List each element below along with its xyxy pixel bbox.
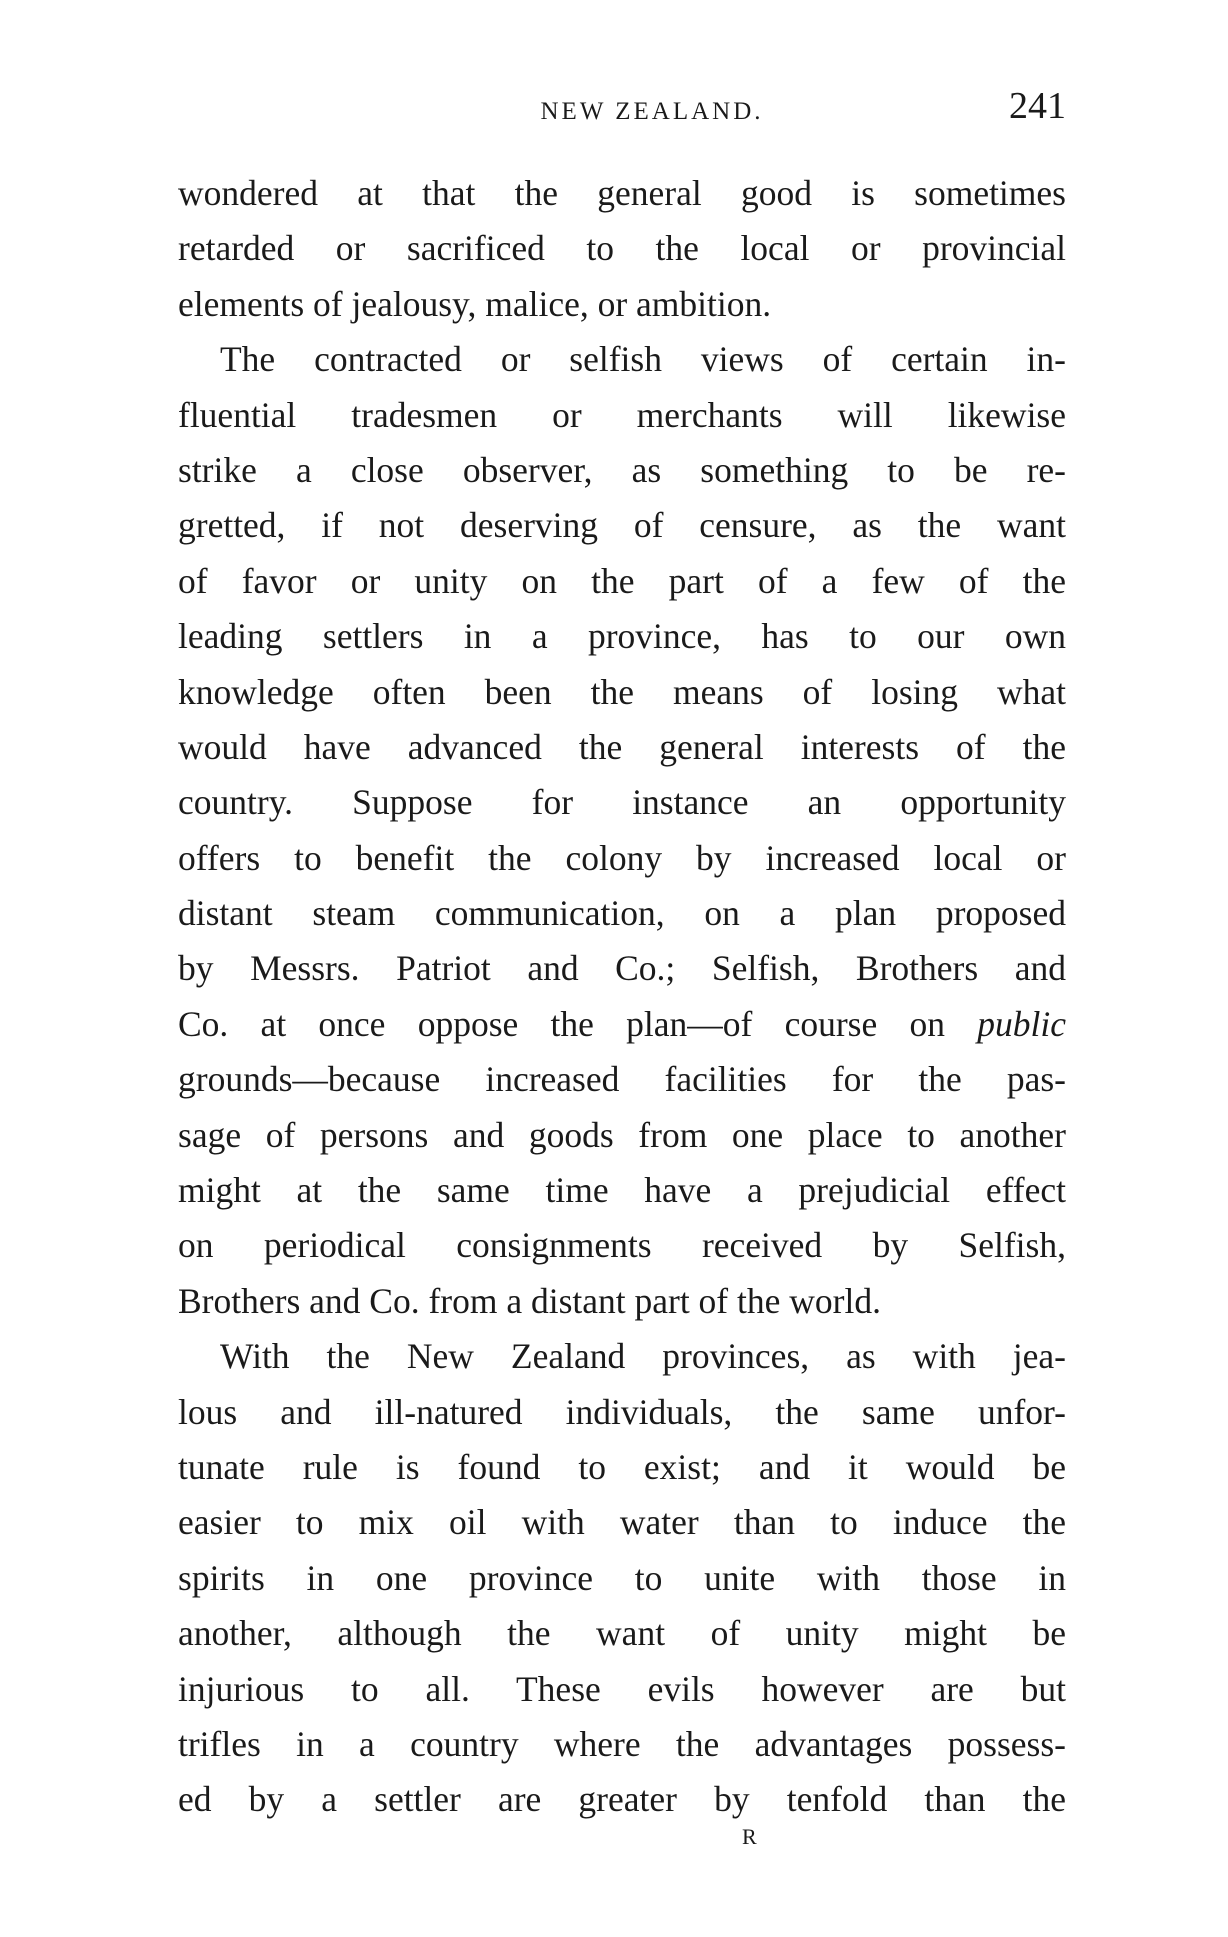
text-line: offers to benefit the colony by increased local or: [178, 837, 1066, 878]
running-title: NEW ZEALAND.: [540, 98, 764, 125]
text-line: easier to mix oil with water than to induce the: [178, 1502, 1066, 1543]
text-line: gretted, if not deserving of censure, as the want: [178, 505, 1066, 546]
text-line: tunate rule is found to exist; and it would be: [178, 1446, 1066, 1487]
text-line: retarded or sacrificed to the local or provincial: [178, 228, 1066, 269]
text-line: strike a close observer, as something to be re-: [178, 449, 1066, 490]
signature-mark: R: [742, 1824, 758, 1849]
text-line: trifles in a country where the advantages possess-: [178, 1723, 1066, 1764]
text-line: country. Suppose for instance an opportunity: [178, 782, 1066, 823]
emphasis: public: [977, 1003, 1066, 1044]
text-line: leading settlers in a province, has to our own: [178, 616, 1066, 657]
text-line: spirits in one province to unite with those in: [178, 1557, 1066, 1598]
text-line: of favor or unity on the part of a few of the: [178, 560, 1066, 601]
text-line: sage of persons and goods from one place to another: [178, 1114, 1066, 1155]
text-line: grounds—because increased facilities for the pas-: [178, 1059, 1066, 1100]
text-line: by Messrs. Patriot and Co.; Selfish, Brothers and: [178, 948, 1066, 989]
text-line: fluential tradesmen or merchants will likewise: [178, 394, 1066, 435]
text-line: distant steam communication, on a plan proposed: [178, 893, 1066, 934]
body-text: [178, 166, 1066, 1828]
text-line: Brothers and Co. from a distant part of the world.: [178, 1280, 881, 1321]
text-line: With the New Zealand provinces, as with jea-: [220, 1336, 1066, 1377]
text-line: another, although the want of unity might be: [178, 1613, 1066, 1654]
text-line: lous and ill-natured individuals, the same unfor-: [178, 1391, 1066, 1432]
text-line: injurious to all. These evils however are but: [178, 1668, 1066, 1709]
text-line: The contracted or selfish views of certain in-: [220, 339, 1066, 380]
text-line: wondered at that the general good is sometimes: [178, 173, 1066, 213]
page-number: 241: [1009, 85, 1066, 127]
running-head: [178, 82, 1066, 142]
text-line: elements of jealousy, malice, or ambition.: [178, 283, 772, 324]
text-line: would have advanced the general interests of the: [178, 726, 1066, 767]
text-line: ed by a settler are greater by tenfold than the: [178, 1779, 1066, 1820]
text-line: might at the same time have a prejudicial effect: [178, 1170, 1066, 1211]
text-line: on periodical consignments received by Selfish,: [178, 1225, 1066, 1266]
text-line: knowledge often been the means of losing what: [178, 671, 1066, 712]
text-line: Co. at once oppose the plan—of course on public: [178, 1003, 1066, 1044]
